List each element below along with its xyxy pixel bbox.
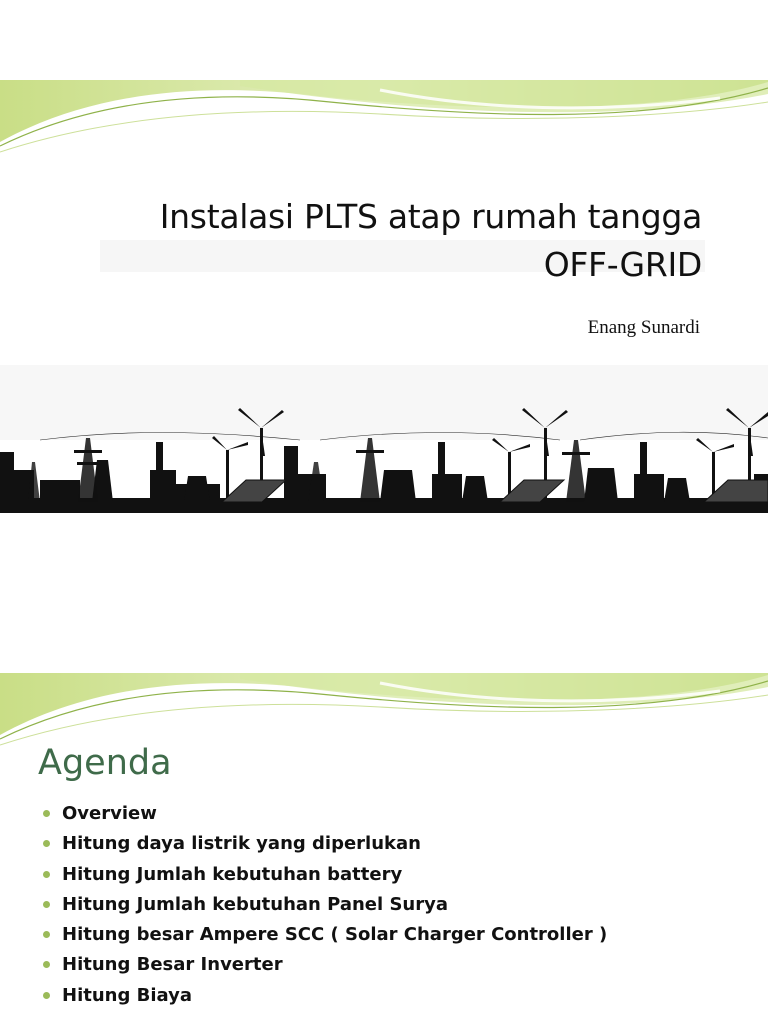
page-gap-between-slides <box>0 513 768 673</box>
round-bullet-icon <box>43 871 50 878</box>
round-bullet-icon <box>43 961 50 968</box>
green-swoosh-header <box>0 80 768 160</box>
title-line-2: OFF-GRID <box>543 245 702 284</box>
round-bullet-icon <box>43 992 50 999</box>
industrial-skyline-illustration <box>0 400 768 513</box>
agenda-item-text: Hitung Besar Inverter <box>62 954 283 976</box>
agenda-item-text: Hitung Biaya <box>62 984 192 1006</box>
round-bullet-icon <box>43 901 50 908</box>
round-bullet-icon <box>43 931 50 938</box>
author-name: Enang Sunardi <box>587 317 700 338</box>
agenda-item-text: Hitung daya listrik yang diperlukan <box>62 833 421 855</box>
round-bullet-icon <box>43 840 50 847</box>
agenda-item-text: Hitung Jumlah kebutuhan battery <box>62 863 403 885</box>
agenda-item <box>43 950 607 980</box>
agenda-item-text: Overview <box>62 803 157 824</box>
agenda-item <box>43 829 607 859</box>
agenda-item <box>43 981 607 1011</box>
agenda-item <box>43 860 607 890</box>
agenda-slide <box>0 673 768 1024</box>
slide-title <box>160 193 702 289</box>
agenda-list <box>43 799 607 1011</box>
agenda-item-text: Hitung Jumlah kebutuhan Panel Surya <box>62 893 448 915</box>
agenda-heading: Agenda <box>38 743 172 783</box>
agenda-item-text: Hitung besar Ampere SCC ( Solar Charger Controller ) <box>62 924 608 946</box>
title-line-1: Instalasi PLTS atap rumah tangga <box>159 197 702 236</box>
green-swoosh-header <box>0 673 768 753</box>
agenda-item <box>43 799 607 829</box>
agenda-item <box>43 890 607 920</box>
round-bullet-icon <box>43 810 50 817</box>
page-gap-top <box>0 0 768 80</box>
title-slide <box>0 80 768 513</box>
agenda-item <box>43 920 607 950</box>
